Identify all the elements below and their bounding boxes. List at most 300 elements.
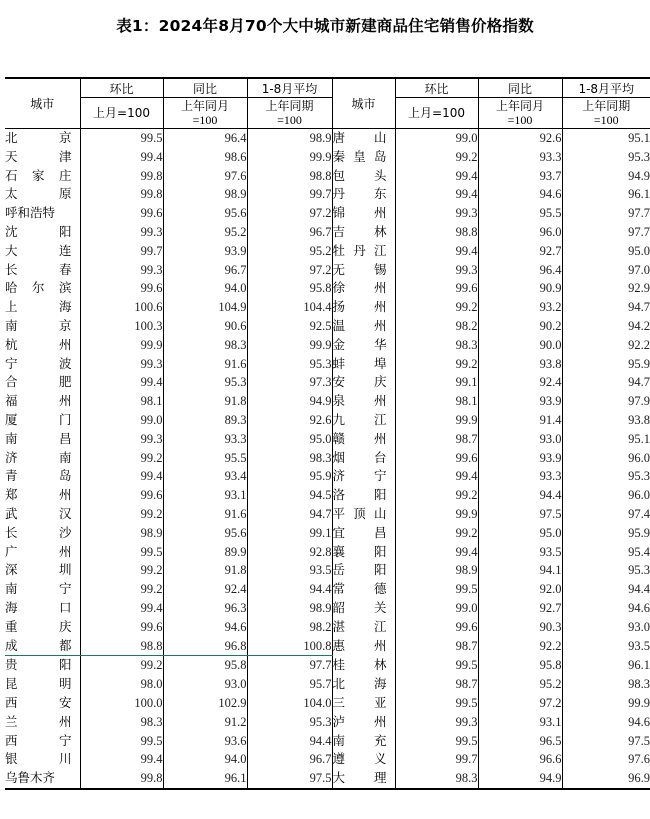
table-row	[5, 411, 650, 430]
yoy-value: 94.6	[478, 185, 562, 204]
mom-value: 99.3	[80, 430, 163, 449]
table-body	[5, 129, 650, 789]
avg-value: 97.5	[562, 732, 650, 751]
mom-value: 98.1	[395, 392, 478, 411]
yoy-value: 92.6	[478, 129, 562, 148]
avg-value: 97.7	[562, 204, 650, 223]
header-yoy-base-left: 上年同月 =100	[163, 98, 247, 129]
city-name: 天 津	[5, 148, 72, 164]
avg-value: 96.7	[247, 223, 332, 242]
avg-value: 95.8	[247, 279, 332, 298]
avg-value: 99.9	[247, 148, 332, 167]
yoy-value: 92.7	[478, 242, 562, 261]
table-row	[5, 298, 650, 317]
mom-value: 98.3	[395, 769, 478, 789]
mom-value: 99.4	[395, 467, 478, 486]
yoy-value: 93.3	[478, 148, 562, 167]
avg-value: 96.1	[562, 656, 650, 675]
city-name: 宜 昌	[332, 524, 395, 543]
mom-value: 99.0	[80, 411, 163, 430]
mom-value: 99.2	[80, 505, 163, 524]
city-name: 昆 明	[5, 676, 72, 692]
yoy-value: 92.0	[478, 580, 562, 599]
avg-value: 93.5	[562, 637, 650, 656]
city-name: 长 沙	[5, 524, 72, 540]
yoy-value: 90.0	[478, 336, 562, 355]
mom-value: 99.2	[395, 298, 478, 317]
yoy-value: 91.6	[163, 355, 247, 374]
avg-value: 98.3	[247, 449, 332, 468]
avg-value: 94.2	[562, 317, 650, 336]
mom-value: 100.3	[80, 317, 163, 336]
mom-value: 99.6	[80, 279, 163, 298]
yoy-value: 95.5	[478, 204, 562, 223]
mom-value: 99.9	[395, 411, 478, 430]
avg-value: 93.5	[247, 561, 332, 580]
mom-value: 99.4	[80, 599, 163, 618]
yoy-value: 90.3	[478, 618, 562, 637]
avg-value: 98.9	[247, 129, 332, 148]
city-name: 杭 州	[5, 336, 72, 352]
avg-value: 96.1	[562, 185, 650, 204]
mom-value: 99.5	[395, 580, 478, 599]
header-avg-base-right: 上年同期 =100	[562, 98, 650, 129]
avg-value: 94.7	[562, 373, 650, 392]
yoy-value: 96.4	[163, 129, 247, 148]
table-row	[5, 279, 650, 298]
yoy-value: 93.9	[478, 392, 562, 411]
avg-value: 94.9	[247, 392, 332, 411]
yoy-value: 93.1	[478, 713, 562, 732]
table-row	[5, 656, 650, 675]
yoy-value: 90.2	[478, 317, 562, 336]
avg-value: 95.0	[562, 242, 650, 261]
city-name: 合 肥	[5, 374, 72, 390]
yoy-value: 94.0	[163, 750, 247, 769]
avg-value: 98.8	[247, 167, 332, 186]
avg-value: 97.2	[247, 261, 332, 280]
mom-value: 99.3	[80, 261, 163, 280]
mom-value: 99.4	[395, 242, 478, 261]
mom-value: 99.2	[395, 524, 478, 543]
header-avg-left: 1-8月平均	[247, 78, 332, 98]
avg-value: 94.4	[247, 732, 332, 751]
mom-value: 99.4	[80, 373, 163, 392]
city-name: 济 宁	[332, 467, 395, 486]
avg-value: 99.1	[247, 524, 332, 543]
table-row	[5, 261, 650, 280]
table-row	[5, 430, 650, 449]
yoy-value: 90.9	[478, 279, 562, 298]
table-title: 表1：2024年8月70个大中城市新建商品住宅销售价格指数	[116, 17, 534, 35]
yoy-value: 95.2	[163, 223, 247, 242]
city-name: 丹 东	[332, 185, 395, 204]
avg-value: 99.9	[247, 336, 332, 355]
city-name: 三 亚	[332, 694, 395, 713]
yoy-value: 95.8	[478, 656, 562, 675]
city-name: 厦 门	[5, 411, 72, 427]
table-row	[5, 392, 650, 411]
city-name: 泸 州	[332, 713, 395, 732]
avg-value: 104.0	[247, 694, 332, 713]
yoy-value: 93.3	[478, 467, 562, 486]
city-name: 太 原	[5, 186, 72, 202]
avg-value: 100.8	[247, 637, 332, 656]
yoy-value: 93.3	[163, 430, 247, 449]
avg-value: 95.9	[562, 355, 650, 374]
avg-value: 97.7	[562, 223, 650, 242]
mom-value: 99.0	[395, 129, 478, 148]
city-name: 海 口	[5, 599, 72, 615]
mom-value: 99.2	[395, 486, 478, 505]
yoy-value: 94.1	[478, 561, 562, 580]
mom-value: 99.4	[80, 750, 163, 769]
yoy-value: 97.2	[478, 694, 562, 713]
city-name: 九 江	[332, 411, 395, 430]
table-row	[5, 185, 650, 204]
header-city-right: 城市	[332, 78, 395, 129]
yoy-value: 93.0	[478, 430, 562, 449]
yoy-value: 93.9	[478, 449, 562, 468]
yoy-value: 91.8	[163, 392, 247, 411]
mom-value: 99.3	[395, 261, 478, 280]
yoy-value: 92.2	[478, 637, 562, 656]
table-row	[5, 204, 650, 223]
city-name: 烟 台	[332, 449, 395, 468]
table-row	[5, 637, 650, 656]
yoy-value: 94.9	[478, 769, 562, 789]
yoy-value: 93.9	[163, 242, 247, 261]
mom-value: 99.4	[80, 148, 163, 167]
city-name: 石 家 庄	[5, 167, 72, 183]
city-name: 沈 阳	[5, 223, 72, 239]
city-name: 贵 阳	[5, 657, 72, 673]
mom-value: 99.5	[395, 732, 478, 751]
header-mom-left: 环比	[80, 78, 163, 98]
avg-value: 98.3	[562, 675, 650, 694]
avg-value: 95.3	[562, 561, 650, 580]
avg-value: 94.5	[247, 486, 332, 505]
yoy-value: 97.5	[478, 505, 562, 524]
yoy-value: 93.7	[478, 167, 562, 186]
city-name: 哈 尔 滨	[5, 280, 72, 296]
mom-value: 99.8	[80, 769, 163, 789]
city-name: 包 头	[332, 167, 395, 186]
table-row	[5, 750, 650, 769]
mom-value: 99.6	[395, 449, 478, 468]
mom-value: 98.8	[80, 637, 163, 656]
city-name: 武 汉	[5, 505, 72, 521]
avg-value: 96.7	[247, 750, 332, 769]
table-row	[5, 486, 650, 505]
mom-value: 99.3	[395, 713, 478, 732]
city-name: 襄 阳	[332, 543, 395, 562]
yoy-value: 91.2	[163, 713, 247, 732]
mom-value: 98.9	[80, 524, 163, 543]
mom-value: 99.2	[80, 449, 163, 468]
mom-value: 99.3	[395, 204, 478, 223]
mom-value: 99.4	[80, 467, 163, 486]
city-name: 常 德	[332, 580, 395, 599]
city-name: 唐 山	[332, 129, 395, 148]
city-name: 岳 阳	[332, 561, 395, 580]
yoy-value: 102.9	[163, 694, 247, 713]
city-name: 西 宁	[5, 732, 72, 748]
table-row	[5, 129, 650, 148]
yoy-value: 93.0	[163, 675, 247, 694]
city-name: 牡 丹 江	[332, 242, 395, 261]
mom-value: 99.5	[80, 543, 163, 562]
avg-value: 94.7	[247, 505, 332, 524]
mom-value: 99.8	[80, 185, 163, 204]
mom-value: 99.6	[80, 486, 163, 505]
city-name: 平 顶 山	[332, 505, 395, 524]
avg-value: 94.4	[562, 580, 650, 599]
mom-value: 99.4	[395, 543, 478, 562]
city-name: 福 州	[5, 393, 72, 409]
avg-value: 97.9	[562, 392, 650, 411]
mom-value: 99.2	[395, 355, 478, 374]
yoy-value: 89.9	[163, 543, 247, 562]
mom-value: 99.4	[395, 185, 478, 204]
avg-value: 92.6	[247, 411, 332, 430]
avg-value: 97.5	[247, 769, 332, 789]
table-row	[5, 543, 650, 562]
yoy-value: 94.0	[163, 279, 247, 298]
city-name: 乌鲁木齐	[5, 769, 80, 789]
table-row	[5, 732, 650, 751]
yoy-value: 91.8	[163, 561, 247, 580]
mom-value: 99.5	[80, 732, 163, 751]
avg-value: 92.5	[247, 317, 332, 336]
avg-value: 93.0	[562, 618, 650, 637]
city-name: 锦 州	[332, 204, 395, 223]
city-name: 西 安	[5, 694, 72, 710]
table-row	[5, 561, 650, 580]
yoy-value: 93.4	[163, 467, 247, 486]
city-name: 扬 州	[332, 298, 395, 317]
yoy-value: 95.8	[163, 656, 247, 675]
avg-value: 94.9	[562, 167, 650, 186]
table-row	[5, 713, 650, 732]
table-row	[5, 317, 650, 336]
table-row	[5, 675, 650, 694]
table-row	[5, 580, 650, 599]
mom-value: 99.6	[395, 279, 478, 298]
mom-value: 99.2	[80, 561, 163, 580]
yoy-value: 91.6	[163, 505, 247, 524]
city-name: 湛 江	[332, 618, 395, 637]
yoy-value: 96.3	[163, 599, 247, 618]
table-row	[5, 694, 650, 713]
yoy-value: 95.3	[163, 373, 247, 392]
city-name: 蚌 埠	[332, 355, 395, 374]
price-index-table	[5, 77, 650, 790]
yoy-value: 96.8	[163, 637, 247, 656]
city-name: 上 海	[5, 299, 72, 315]
avg-value: 98.2	[247, 618, 332, 637]
yoy-value: 96.0	[478, 223, 562, 242]
city-name: 郑 州	[5, 487, 72, 503]
mom-value: 99.2	[395, 148, 478, 167]
city-name: 温 州	[332, 317, 395, 336]
city-name: 南 京	[5, 317, 72, 333]
avg-value: 97.3	[247, 373, 332, 392]
mom-value: 99.4	[395, 167, 478, 186]
mom-value: 99.6	[395, 618, 478, 637]
yoy-value: 92.4	[163, 580, 247, 599]
avg-value: 99.9	[562, 694, 650, 713]
city-name: 长 春	[5, 261, 72, 277]
yoy-value: 96.1	[163, 769, 247, 789]
yoy-value: 94.6	[163, 618, 247, 637]
avg-value: 96.9	[562, 769, 650, 789]
city-name: 泉 州	[332, 392, 395, 411]
yoy-value: 93.1	[163, 486, 247, 505]
header-avg-right: 1-8月平均	[562, 78, 650, 98]
city-name: 安 庆	[332, 373, 395, 392]
mom-value: 99.2	[80, 656, 163, 675]
table-row	[5, 524, 650, 543]
yoy-value: 104.9	[163, 298, 247, 317]
avg-value: 95.3	[247, 713, 332, 732]
mom-value: 99.9	[395, 505, 478, 524]
mom-value: 98.8	[395, 223, 478, 242]
avg-value: 93.8	[562, 411, 650, 430]
city-name: 济 南	[5, 449, 72, 465]
city-name: 吉 林	[332, 223, 395, 242]
yoy-value: 96.4	[478, 261, 562, 280]
header-mom-base-left: 上月=100	[80, 98, 163, 129]
mom-value: 99.7	[395, 750, 478, 769]
city-name: 遵 义	[332, 750, 395, 769]
yoy-value: 97.6	[163, 167, 247, 186]
yoy-value: 90.6	[163, 317, 247, 336]
city-name: 无 锡	[332, 261, 395, 280]
yoy-value: 94.4	[478, 486, 562, 505]
avg-value: 96.0	[562, 449, 650, 468]
header-mom-right: 环比	[395, 78, 478, 98]
yoy-value: 93.5	[478, 543, 562, 562]
city-name: 呼和浩特	[5, 205, 56, 221]
yoy-value: 93.2	[478, 298, 562, 317]
city-name: 惠 州	[332, 637, 395, 656]
avg-value: 104.4	[247, 298, 332, 317]
table-row	[5, 223, 650, 242]
yoy-value: 92.4	[478, 373, 562, 392]
yoy-value: 95.6	[163, 204, 247, 223]
city-name: 南 昌	[5, 430, 72, 446]
city-name: 北 京	[5, 130, 72, 145]
avg-value: 94.7	[562, 298, 650, 317]
avg-value: 92.9	[562, 279, 650, 298]
city-name: 洛 阳	[332, 486, 395, 505]
mom-value: 99.7	[80, 242, 163, 261]
city-name: 徐 州	[332, 279, 395, 298]
mom-value: 99.0	[395, 599, 478, 618]
header-mom-base-right: 上月=100	[395, 98, 478, 129]
mom-value: 99.3	[80, 223, 163, 242]
city-name: 成 都	[5, 637, 80, 656]
header-yoy-left: 同比	[163, 78, 247, 98]
city-name: 赣 州	[332, 430, 395, 449]
mom-value: 98.7	[395, 430, 478, 449]
avg-value: 95.1	[562, 430, 650, 449]
city-name: 韶 关	[332, 599, 395, 618]
yoy-value: 95.6	[163, 524, 247, 543]
yoy-value: 98.9	[163, 185, 247, 204]
mom-value: 98.7	[395, 637, 478, 656]
yoy-value: 92.7	[478, 599, 562, 618]
avg-value: 95.2	[247, 242, 332, 261]
mom-value: 99.6	[80, 204, 163, 223]
city-name: 北 海	[332, 675, 395, 694]
yoy-value: 95.2	[478, 675, 562, 694]
mom-value: 99.5	[395, 656, 478, 675]
avg-value: 97.2	[247, 204, 332, 223]
avg-value: 95.7	[247, 675, 332, 694]
avg-value: 95.3	[247, 355, 332, 374]
city-name: 兰 州	[5, 713, 72, 729]
table-row	[5, 449, 650, 468]
city-name: 金 华	[332, 336, 395, 355]
city-name: 南 宁	[5, 581, 72, 597]
avg-value: 99.7	[247, 185, 332, 204]
city-name: 重 庆	[5, 618, 72, 634]
yoy-value: 89.3	[163, 411, 247, 430]
mom-value: 99.8	[80, 167, 163, 186]
table-row	[5, 467, 650, 486]
avg-value: 97.4	[562, 505, 650, 524]
avg-value: 95.9	[247, 467, 332, 486]
table-row	[5, 505, 650, 524]
yoy-value: 96.7	[163, 261, 247, 280]
table-row	[5, 167, 650, 186]
table-row	[5, 599, 650, 618]
city-name: 南 充	[332, 732, 395, 751]
city-name: 桂 林	[332, 656, 395, 675]
mom-value: 99.1	[395, 373, 478, 392]
yoy-value: 98.3	[163, 336, 247, 355]
header-yoy-right: 同比	[478, 78, 562, 98]
city-name: 大 理	[332, 769, 395, 789]
city-name: 秦 皇 岛	[332, 148, 395, 167]
table-row	[5, 769, 650, 789]
mom-value: 99.5	[80, 129, 163, 148]
avg-value: 94.6	[562, 713, 650, 732]
table-row	[5, 373, 650, 392]
mom-value: 98.9	[395, 561, 478, 580]
avg-value: 95.9	[562, 524, 650, 543]
mom-value: 98.1	[80, 392, 163, 411]
yoy-value: 95.5	[163, 449, 247, 468]
avg-value: 94.4	[247, 580, 332, 599]
city-name: 深 圳	[5, 562, 72, 578]
yoy-value: 93.6	[163, 732, 247, 751]
table-row	[5, 148, 650, 167]
city-name: 广 州	[5, 543, 72, 559]
mom-value: 100.0	[80, 694, 163, 713]
mom-value: 99.9	[80, 336, 163, 355]
mom-value: 98.2	[395, 317, 478, 336]
mom-value: 99.5	[395, 694, 478, 713]
table-row	[5, 242, 650, 261]
header-city-left: 城市	[5, 78, 80, 129]
header-avg-base-left: 上年同期 =100	[247, 98, 332, 129]
city-name: 大 连	[5, 242, 72, 258]
avg-value: 96.0	[562, 486, 650, 505]
city-name: 青 岛	[5, 468, 72, 484]
